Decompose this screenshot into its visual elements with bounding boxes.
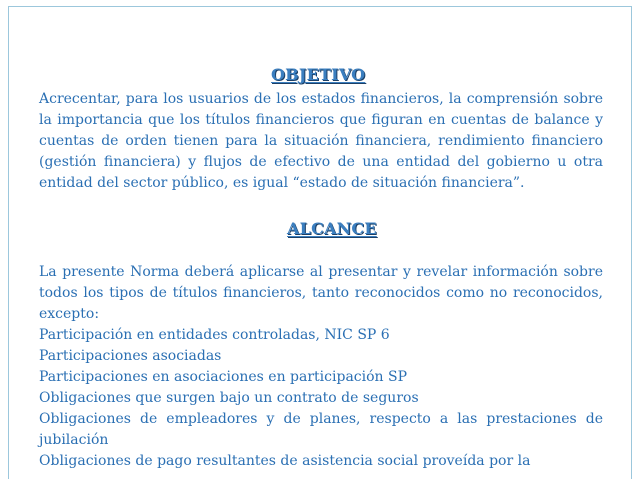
list-item: Obligaciones de empleadores y de planes, respecto a las prestaciones de jubilación	[39, 411, 603, 448]
slide-frame-left	[8, 6, 9, 479]
list-item: Participaciones asociadas	[39, 348, 222, 364]
list-item: Obligaciones que surgen bajo un contrato de seguros	[39, 390, 419, 406]
list-item: Obligaciones de pago resultantes de asistencia social proveída por la	[39, 453, 531, 469]
exceptions-list	[39, 325, 603, 472]
objetivo-paragraph: Acrecentar, para los usuarios de los estados financieros, la comprensión sobre la importancia que los títulos financieros que figuran en cuentas de balance y cuentas de orden tienen para la situación financiera, rendimiento financiero (gestión financiera) y flujos de efectivo de una entidad del gobierno u otra entidad del sector público, es igual “estado de situación financiera”.	[39, 91, 603, 191]
list-item: Participación en entidades controladas, NIC SP 6	[39, 327, 390, 343]
list-item: Participaciones en asociaciones en participación SP	[39, 369, 408, 385]
slide-frame-right	[631, 6, 632, 479]
slide-frame-top	[8, 6, 632, 7]
objetivo-heading: OBJETIVO	[271, 65, 366, 84]
alcance-heading: ALCANCE	[287, 219, 377, 238]
alcance-intro-paragraph: La presente Norma deberá aplicarse al presentar y revelar información sobre todos los tipos de títulos financieros, tanto reconocidos como no reconocidos, excepto:	[39, 264, 603, 322]
